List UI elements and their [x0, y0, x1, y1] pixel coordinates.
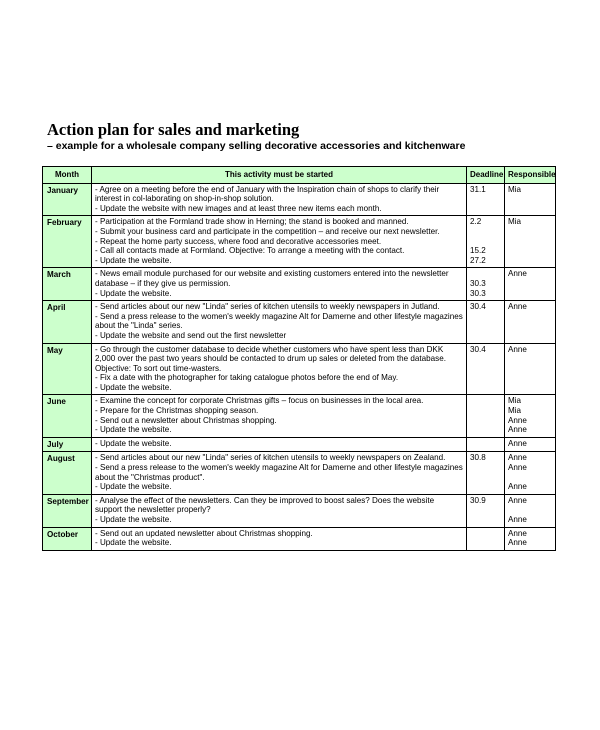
responsible-cell — [505, 437, 556, 452]
deadline-cell — [467, 437, 505, 452]
responsible-name: Mia — [508, 396, 522, 406]
deadline-value: 30.4 — [470, 302, 486, 312]
responsible-name — [508, 505, 552, 515]
responsible-name: Mia — [508, 406, 522, 416]
activity-item: - Send a press release to the women's weekly magazine Alt for Damerne and other lifestyle magazines about the "Christmas product". — [95, 463, 463, 482]
header-activity: This activity must be started — [92, 167, 467, 184]
responsible-name: Anne — [508, 438, 527, 448]
month-cell: January — [43, 183, 92, 216]
activity-item: - Submit your business card and participate in the competition – and receive our next newsletter. — [95, 226, 440, 236]
activity-item: - Examine the concept for corporate Christmas gifts – focus on businesses in the local area. — [95, 396, 424, 406]
responsible-name: Anne — [508, 415, 527, 425]
header-responsible: Responsible — [505, 167, 556, 184]
responsible-cell — [505, 301, 556, 343]
table-row — [43, 268, 556, 301]
activity-item: - Send out an updated newsletter about Christmas shopping. — [95, 528, 313, 538]
activity-item: - Prepare for the Christmas shopping season. — [95, 406, 259, 416]
activity-item: - Update the website. — [95, 515, 172, 524]
responsible-name: Anne — [508, 453, 527, 463]
month-cell: March — [43, 268, 92, 301]
activity-item: - Send a press release to the women's weekly magazine Alt for Damerne and other lifestyle magazines about the "Linda" series. — [95, 311, 463, 331]
responsible-cell — [505, 183, 556, 216]
activity-cell — [92, 395, 467, 437]
month-cell: May — [43, 343, 92, 395]
responsible-cell — [505, 216, 556, 268]
responsible-name: Anne — [508, 495, 527, 505]
activity-item: - Update the website. — [95, 438, 172, 448]
activity-cell — [92, 343, 467, 395]
responsible-cell — [505, 268, 556, 301]
activity-item: - Fix a date with the photographer for taking catalogue photos before the end of May. — [95, 373, 399, 383]
table-row — [43, 527, 556, 550]
responsible-cell — [505, 452, 556, 494]
deadline-value: 30.3 — [470, 288, 486, 298]
responsible-name: Mia — [508, 184, 522, 194]
responsible-name: Anne — [508, 269, 527, 279]
activity-item: - Update the website. — [95, 482, 172, 492]
deadline-value: 30.8 — [470, 453, 486, 463]
deadline-value: 2.2 — [470, 217, 482, 227]
responsible-cell — [505, 527, 556, 550]
deadline-cell — [467, 183, 505, 216]
activity-item: - Update the website. — [95, 425, 172, 435]
deadline-value: 27.2 — [470, 255, 486, 265]
month-cell: February — [43, 216, 92, 268]
action-plan-table — [42, 166, 556, 551]
activity-item: - Send out a newsletter about Christmas shopping. — [95, 415, 277, 425]
deadline-cell — [467, 268, 505, 301]
responsible-name: Anne — [508, 482, 527, 492]
responsible-cell — [505, 494, 556, 527]
deadline-value — [470, 237, 501, 247]
table-row — [43, 301, 556, 343]
month-cell: July — [43, 437, 92, 452]
deadline-cell — [467, 216, 505, 268]
activity-item: - Call all contacts made at Formland. Objective: To arrange a meeting with the contact. — [95, 246, 405, 256]
responsible-name: Anne — [508, 425, 527, 435]
header-deadline: Deadline — [467, 167, 505, 184]
deadline-cell — [467, 452, 505, 494]
table-row — [43, 437, 556, 452]
deadline-value — [470, 227, 501, 237]
month-cell: October — [43, 527, 92, 550]
activity-item: - Go through the customer database to decide whether customers who have spent less than DKK 2,000 over the past two years should be contacted to drum up sales or deleted from the database. Objective: To sort out time-wasters. — [95, 344, 446, 373]
activity-item: - Update the website. — [95, 382, 172, 392]
table-header-row — [43, 167, 556, 184]
responsible-name: Anne — [508, 302, 527, 312]
table-row — [43, 343, 556, 395]
activity-cell — [92, 268, 467, 301]
responsible-name: Anne — [508, 538, 527, 548]
responsible-cell — [505, 343, 556, 395]
table-row — [43, 494, 556, 527]
activity-item: - Analyse the effect of the newsletters. Can they be improved to boost sales? Does the website support the newsletter properly? — [95, 495, 435, 515]
deadline-value — [470, 269, 501, 279]
responsible-name — [508, 473, 552, 483]
deadline-value: 30.9 — [470, 495, 486, 505]
activity-item: - Participation at the Formland trade show in Herning; the stand is booked and manned. — [95, 217, 409, 227]
table-row — [43, 183, 556, 216]
activity-item: - Repeat the home party success, where food and decorative accessories meet. — [95, 236, 382, 246]
month-cell: August — [43, 452, 92, 494]
deadline-cell — [467, 494, 505, 527]
responsible-name: Anne — [508, 528, 527, 538]
activity-item: - Update the website. — [95, 255, 172, 265]
activity-cell — [92, 437, 467, 452]
deadline-value: 30.4 — [470, 344, 486, 354]
activity-item: - Update the website. — [95, 538, 172, 548]
month-cell: April — [43, 301, 92, 343]
activity-cell — [92, 527, 467, 550]
table-body — [43, 183, 556, 550]
table-row — [43, 395, 556, 437]
activity-item: - Agree on a meeting before the end of January with the Inspiration chain of shops to clarify their interest in col-laborating on shop-in-shop solution. — [95, 184, 440, 204]
activity-item: - Send articles about our new "Linda" series of kitchen utensils to weekly newspapers in Jutland. — [95, 302, 440, 312]
activity-cell — [92, 216, 467, 268]
document-subtitle: – example for a wholesale company selling decorative accessories and kitchenware — [47, 140, 466, 152]
responsible-name: Anne — [508, 515, 527, 524]
month-cell: September — [43, 494, 92, 527]
activity-item: - News email module purchased for our website and existing customers entered into the newsletter database – if they give us permission. — [95, 269, 449, 288]
activity-cell — [92, 494, 467, 527]
responsible-name: Mia — [508, 217, 522, 227]
header-month: Month — [43, 167, 92, 184]
activity-cell — [92, 183, 467, 216]
document-title: Action plan for sales and marketing — [47, 120, 300, 139]
activity-cell — [92, 301, 467, 343]
deadline-value: 30.3 — [470, 278, 486, 288]
responsible-cell — [505, 395, 556, 437]
deadline-cell — [467, 395, 505, 437]
activity-cell — [92, 452, 467, 494]
table-row — [43, 216, 556, 268]
deadline-cell — [467, 301, 505, 343]
deadline-value: 15.2 — [470, 246, 486, 256]
table-row — [43, 452, 556, 494]
deadline-cell — [467, 527, 505, 550]
deadline-value: 31.1 — [470, 184, 486, 194]
responsible-name: Anne — [508, 344, 527, 354]
activity-item: - Update the website. — [95, 288, 172, 298]
activity-item: - Update the website with new images and at least three new items each month. — [95, 203, 382, 213]
activity-item: - Send articles about our new "Linda" series of kitchen utensils to weekly newspapers on Zealand. — [95, 453, 446, 463]
month-cell: June — [43, 395, 92, 437]
activity-item: - Update the website and send out the first newsletter — [95, 330, 287, 340]
deadline-cell — [467, 343, 505, 395]
responsible-name: Anne — [508, 463, 527, 473]
